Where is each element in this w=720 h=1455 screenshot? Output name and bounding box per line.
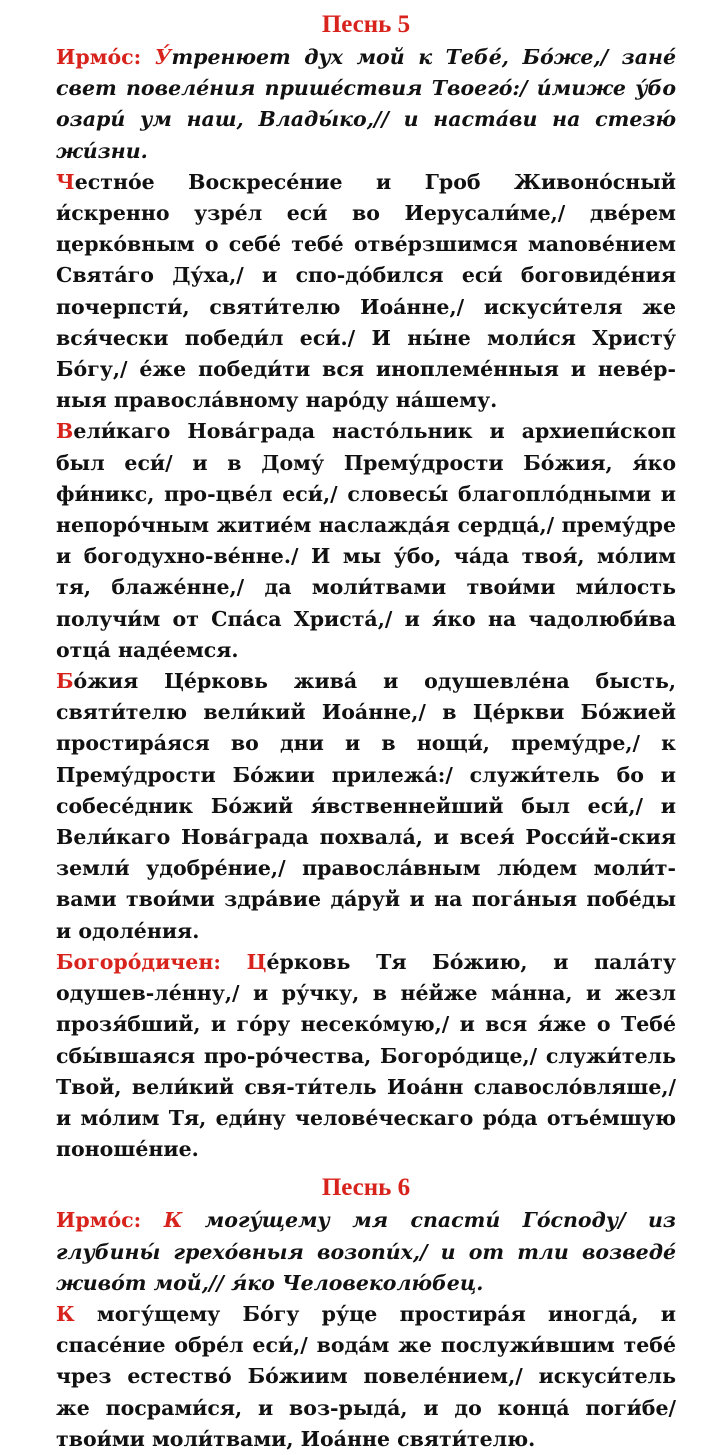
ode-6-irmos	[56, 1205, 676, 1299]
ode-6-heading: Песнь 6	[321, 1174, 411, 1202]
theotokion-label: Богоро́дичен:	[56, 949, 221, 974]
ode-6-troparion-1	[56, 1299, 676, 1455]
irmos-first-letter: К	[163, 1208, 183, 1233]
irmos-text	[56, 1208, 676, 1294]
troparion-body: ели́каго Нова́града насто́льник и архиепи́скоп был еси́/ и в Дому́ Прему́дрости Бо́жия, я́ко фи́никс, про-цве́л еси́,/ словесы́ благопло́дными и непоро́чным житие́м наслажда́я сердца́,/ прему́дре и богодухно-ве́нне./ И мы у́бо, ча́да твоя́, мо́лим тя, блаже́нне,/ да моли́твами твои́ми ми́лость получи́м от Спа́са Христа́,/ и я́ко на чадолюби́ва отца́ наде́емся.	[56, 419, 676, 662]
troparion-first-letter: К	[56, 1301, 75, 1326]
irmos-body: могу́щему мя спасти́ Го́споду/ из глубины́ грехо́вныя возопи́х,/ и от тли возведе́ живо́т мой,// я́ко Человеколю́бец.	[56, 1208, 676, 1295]
troparion-body: могу́щему Бо́гу ру́це простира́я иногда́, и спасе́ние обре́л еси́,/ вода́м же послужи́вшим тебе́ чрез естество́ Бо́жиим повеле́нием,/ искуси́тель же посрами́ся, и воз-рыда́, и до конца́ поги́бе/ твои́ми моли́твами, Иоа́нне святи́телю.	[56, 1301, 676, 1451]
irmos-first-letter: У́	[154, 45, 172, 69]
troparion-first-letter: Ч	[56, 169, 75, 194]
irmos-label: Ирмо́с:	[56, 45, 142, 69]
irmos-label: Ирмо́с:	[56, 1208, 142, 1233]
troparion-first-letter: Б	[56, 669, 74, 694]
irmos-text	[56, 45, 676, 163]
ode-5-troparion-3	[56, 666, 676, 947]
troparion-body: естно́е Воскресе́ние и Гроб Живоно́сный и́скренно узре́л еси́ во Иерусали́ме,/ две́рем церко́вным о себе́ тебе́ отве́рзшимся мanове́нием Свята́го Ду́ха,/ и спо-до́бился еси́ боговиде́ния почерпсти́, святи́телю Иоа́нне,/ искуси́теля же вся́чески победи́л еси́./ И ны́не моли́ся Христу́ Бо́гу,/ е́же победи́ти вся иноплеме́нныя и неве́р-ныя правосла́вному наро́ду на́шему.	[56, 169, 676, 413]
ode-5-irmos	[56, 42, 676, 167]
ode-5-troparion-1	[56, 167, 676, 417]
spacer	[56, 1165, 676, 1171]
theotokion-first-letter: Ц	[246, 949, 267, 974]
irmos-body: тренюет дух мой к Тебе́, Бо́же,/ зане́ свет повеле́ния прише́ствия Твоего́:/ и́миже у́бо озари́ ум наш, Влады́ко,// и наста́ви на стезю́ жи́зни.	[56, 45, 676, 163]
ode-5-theotokion	[56, 947, 676, 1165]
ode-5-troparion-2	[56, 416, 676, 666]
troparion-body: о́жия Це́рковь жива́ и одушевле́на бысть, святи́телю вели́кий Иоа́нне,/ в Це́ркви Бо́жией простира́яся во дни и в нощи́, прему́дре,/ к Прему́дрости Бо́жии прилежа́:/ служи́тель бо и собесе́дник Бо́жий я́вственнейший был еси́,/ и Вели́каго Нова́града похвала́, и всея́ Росси́й-ския земли́ удобре́ние,/ правосла́вным лю́дем моли́т-вами твои́ми здра́вие да́руй и на пога́ныя побе́ды и одоле́ния.	[56, 669, 676, 943]
troparion-first-letter: В	[56, 419, 74, 444]
theotokion-body: е́рковь Тя Бо́жию, и пала́ту одушев-ле́нну,/ и ру́чку, в не́йже ма́нна, и жезл прозя́бший, и го́ру несеко́мую,/ и вся я́же о Тебе́ сбы́вшаяся про-ро́чества, Богоро́дице,/ служи́тель Твой, вели́кий свя-ти́тель Иоа́нн славосло́вляше,/ и мо́лим Тя, еди́ну челове́ческаго ро́да отъе́мшую поноше́ние.	[56, 949, 676, 1162]
ode-5-heading: Песнь 5	[321, 11, 411, 38]
